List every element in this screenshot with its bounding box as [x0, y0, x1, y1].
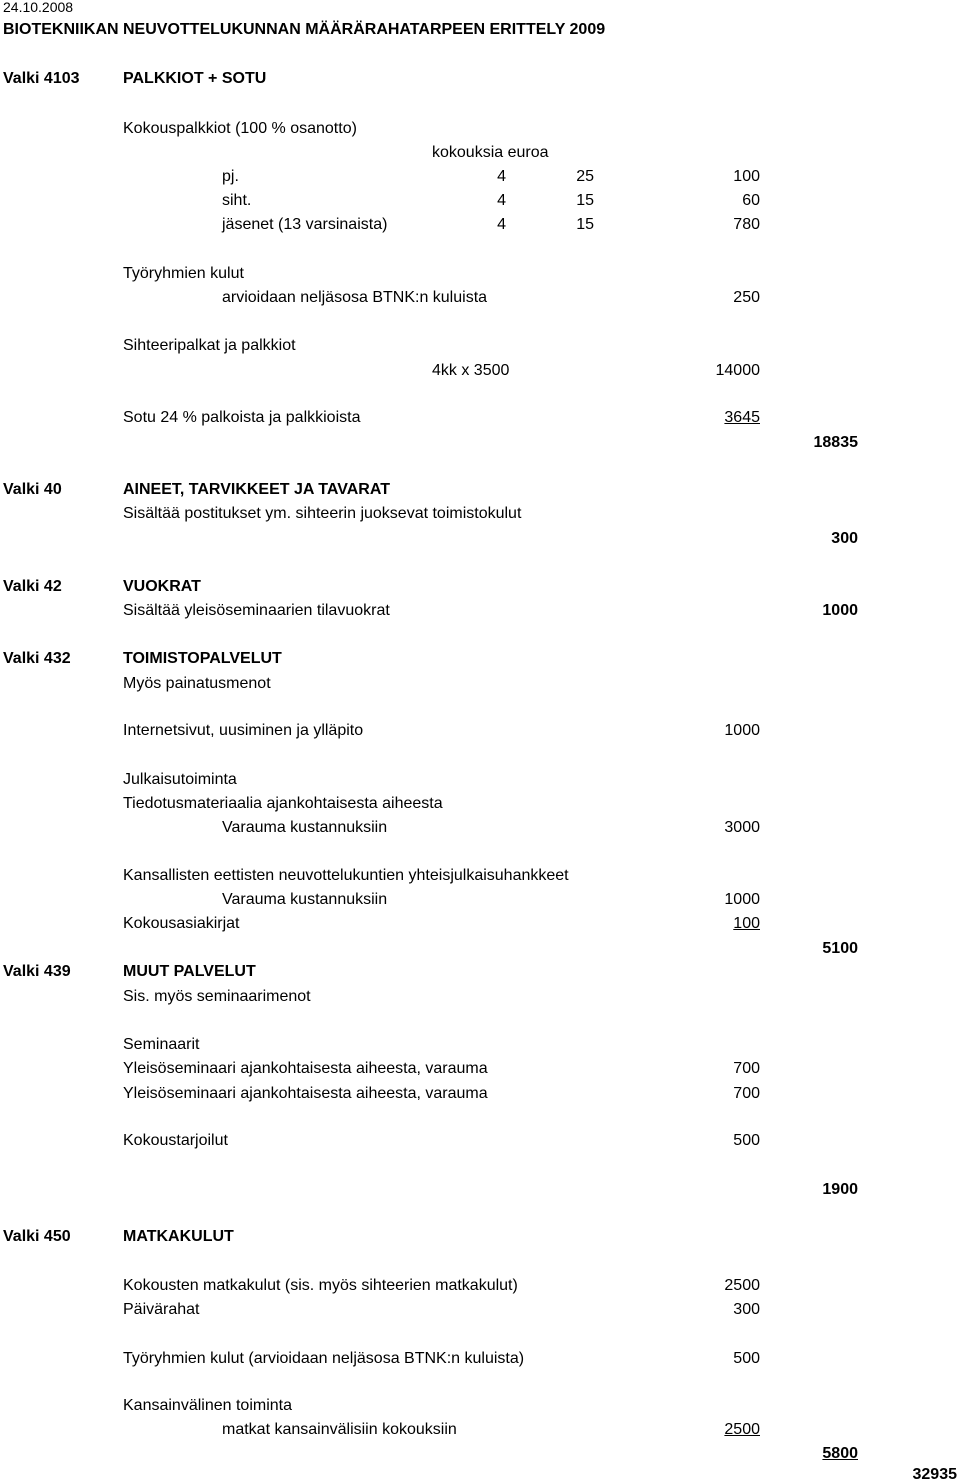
section-heading-muut-palvelut: MUUT PALVELUT: [123, 963, 256, 980]
secretary-title: Sihteeripalkat ja palkkiot: [123, 337, 296, 354]
meeting-documents-label: Kokousasiakirjat: [123, 915, 240, 932]
seminar-label: Yleisöseminaari ajankohtaisesta aiheesta, varauma: [123, 1060, 488, 1077]
working-groups-title: Työryhmien kulut: [123, 265, 244, 282]
fee-row-rate: 15: [576, 192, 594, 209]
other-services-desc: Sis. myös seminaarimenot: [123, 988, 311, 1005]
working-groups-value: 250: [733, 289, 760, 306]
account-code-450: Valki 450: [3, 1228, 71, 1245]
publishing-title: Julkaisutoiminta: [123, 771, 237, 788]
grand-total: 32935: [912, 1466, 957, 1483]
supplies-desc: Sisältää postitukset ym. sihteerin juoksevat toimistokulut: [123, 505, 522, 522]
section-heading-matkakulut: MATKAKULUT: [123, 1228, 234, 1245]
subtotal-450: 5800: [822, 1445, 858, 1462]
social-security-value: 3645: [724, 409, 760, 426]
joint-publication-value: 1000: [724, 891, 760, 908]
publishing-reserve-label: Varauma kustannuksiin: [222, 819, 388, 836]
rents-desc: Sisältää yleisöseminaarien tilavuokrat: [123, 602, 390, 619]
fee-row-count: 4: [497, 168, 506, 185]
publishing-desc: Tiedotusmateriaalia ajankohtaisesta aiheesta: [123, 795, 443, 812]
section-heading-palkkiot: PALKKIOT + SOTU: [123, 70, 267, 87]
joint-publication-title: Kansallisten eettisten neuvottelukuntien yhteisjulkaisuhankkeet: [123, 867, 569, 884]
daily-allowance-label: Päivärahat: [123, 1301, 200, 1318]
fee-row-label: pj.: [222, 168, 239, 185]
document-date: 24.10.2008: [3, 0, 74, 15]
subtotal-439: 1900: [822, 1181, 858, 1198]
catering-label: Kokoustarjoilut: [123, 1132, 228, 1149]
meeting-fees-column-header: kokouksia euroa: [432, 144, 549, 161]
subtotal-42: 1000: [822, 602, 858, 619]
account-code-432: Valki 432: [3, 650, 71, 667]
fee-row-count: 4: [497, 192, 506, 209]
international-title: Kansainvälinen toiminta: [123, 1397, 292, 1414]
section-heading-vuokrat: VUOKRAT: [123, 578, 201, 595]
fee-row-label: jäsenet (13 varsinaista): [222, 216, 388, 233]
seminars-title: Seminaarit: [123, 1036, 200, 1053]
document-title: BIOTEKNIIKAN NEUVOTTELUKUNNAN MÄÄRÄRAHATARPEEN ERITTELY 2009: [3, 21, 606, 38]
international-travel-label: matkat kansainvälisiin kokouksiin: [222, 1421, 457, 1438]
working-groups-travel-value: 500: [733, 1350, 760, 1367]
subtotal-432: 5100: [822, 940, 858, 957]
international-travel-value: 2500: [724, 1421, 760, 1438]
working-groups-desc: arvioidaan neljäsosa BTNK:n kuluista: [222, 289, 488, 306]
joint-publication-reserve-label: Varauma kustannuksiin: [222, 891, 388, 908]
website-label: Internetsivut, uusiminen ja ylläpito: [123, 722, 364, 739]
fee-row-rate: 25: [576, 168, 594, 185]
meeting-travel-value: 2500: [724, 1277, 760, 1294]
secretary-calc: 4kk x 3500: [432, 362, 510, 379]
secretary-value: 14000: [715, 362, 760, 379]
working-groups-travel-label: Työryhmien kulut (arvioidaan neljäsosa BTNK:n kuluista): [123, 1350, 525, 1367]
catering-value: 500: [733, 1132, 760, 1149]
social-security-label: Sotu 24 % palkoista ja palkkioista: [123, 409, 361, 426]
fee-row-label: siht.: [222, 192, 252, 209]
seminar-value: 700: [733, 1060, 760, 1077]
publishing-value: 3000: [724, 819, 760, 836]
meeting-travel-label: Kokousten matkakulut (sis. myös sihteerien matkakulut): [123, 1277, 518, 1294]
seminar-label: Yleisöseminaari ajankohtaisesta aiheesta, varauma: [123, 1085, 488, 1102]
daily-allowance-value: 300: [733, 1301, 760, 1318]
account-code-439: Valki 439: [3, 963, 71, 980]
fee-row-rate: 15: [576, 216, 594, 233]
section-heading-toimistopalvelut: TOIMISTOPALVELUT: [123, 650, 282, 667]
section-heading-aineet: AINEET, TARVIKKEET JA TAVARAT: [123, 481, 390, 498]
subtotal-40: 300: [831, 530, 858, 547]
fee-row-total: 60: [742, 192, 760, 209]
meeting-fees-title: Kokouspalkkiot (100 % osanotto): [123, 120, 357, 137]
fee-row-total: 780: [733, 216, 760, 233]
office-services-desc: Myös painatusmenot: [123, 675, 271, 692]
account-code-4103: Valki 4103: [3, 70, 80, 87]
meeting-documents-value: 100: [733, 915, 760, 932]
account-code-40: Valki 40: [3, 481, 62, 498]
account-code-42: Valki 42: [3, 578, 62, 595]
fee-row-total: 100: [733, 168, 760, 185]
subtotal-4103: 18835: [813, 434, 858, 451]
website-value: 1000: [724, 722, 760, 739]
fee-row-count: 4: [497, 216, 506, 233]
seminar-value: 700: [733, 1085, 760, 1102]
